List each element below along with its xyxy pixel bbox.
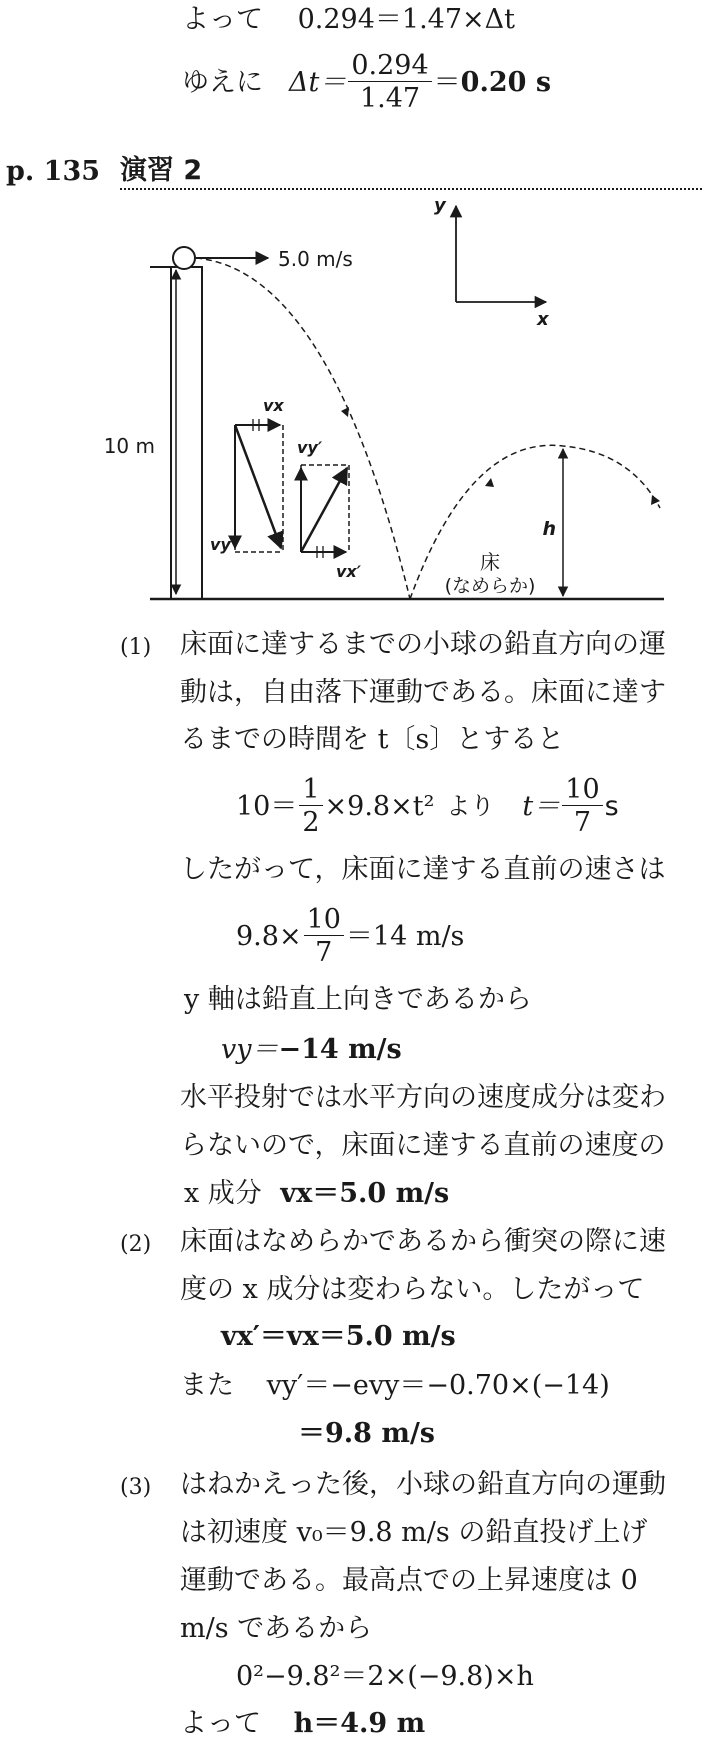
part-1-text: 水平投射では水平方向の速度成分は変わ xyxy=(180,1082,666,1113)
trajectory-arrowhead xyxy=(341,407,349,417)
part-1-number: (1) xyxy=(120,635,152,660)
yori-label: より xyxy=(446,792,495,820)
part-2-equation-3: ＝9.8 m/s xyxy=(298,1418,436,1449)
result: −14 m/s xyxy=(278,1034,402,1065)
part-1-line-x-component xyxy=(184,1180,449,1207)
part-3-text: 運動である。最高点での上昇速度は 0 xyxy=(180,1565,638,1596)
equation-lhs: Δt＝ xyxy=(289,66,347,98)
result: h＝4.9 m xyxy=(293,1708,426,1739)
fraction-ten-sevenths xyxy=(304,906,344,966)
fraction-numerator: 1 xyxy=(299,776,322,806)
part-3-text: はねかえった後，小球の鉛直方向の運動 xyxy=(180,1469,666,1500)
fraction-denominator: 2 xyxy=(302,807,320,838)
vx-label: vx xyxy=(263,396,284,415)
h-label: h xyxy=(542,518,556,540)
fraction-denominator: 7 xyxy=(573,807,592,838)
vy-prime-label: vy′ xyxy=(297,438,323,457)
projectile-figure xyxy=(0,190,720,620)
part-2-number: (2) xyxy=(120,1232,152,1257)
outgoing-velocity-diagram xyxy=(301,465,349,558)
vx-prime-label: vx′ xyxy=(336,562,361,581)
result: vx＝5.0 m/s xyxy=(280,1178,450,1209)
section-title: 演習 2 xyxy=(120,155,203,186)
yotte-label: よって xyxy=(180,1708,261,1739)
part-3-text: は初速度 v₀＝9.8 m/s の鉛直投げ上げ xyxy=(180,1517,648,1548)
yotte-label: よって xyxy=(182,4,263,35)
fraction-denominator: 1.47 xyxy=(359,83,421,114)
unit-s: s xyxy=(604,790,619,822)
part-3-number: (3) xyxy=(120,1475,152,1500)
top-line-2 xyxy=(182,52,551,112)
x-component-label: x 成分 xyxy=(184,1178,262,1209)
floor-label: 床 xyxy=(480,550,500,574)
incoming-velocity-diagram xyxy=(235,419,283,552)
yueni-label: ゆえに xyxy=(182,66,263,98)
part-3-equation-1: 0²−9.8²＝2×(−9.8)×h xyxy=(236,1661,534,1692)
x-axis-label: x xyxy=(537,309,549,330)
part-2-text: 度の x 成分は変わらない。したがって xyxy=(180,1274,645,1305)
fraction-numerator: 10 xyxy=(562,776,602,806)
equation: 0.294＝1.47×Δt xyxy=(297,4,515,35)
top-line-1 xyxy=(182,6,515,33)
part-3-line-yotte xyxy=(180,1710,425,1737)
vy-label: vy xyxy=(210,535,231,554)
eq-lhs: 9.8× xyxy=(236,920,302,952)
part-3-text: m/s であるから xyxy=(180,1613,373,1644)
ball xyxy=(173,247,195,269)
height-label: 10 m xyxy=(103,434,155,458)
fraction xyxy=(348,52,431,112)
part-2-text: 床面はなめらかであるから衝突の際に速 xyxy=(180,1226,666,1257)
equation: vy′＝−evy＝−0.70×(−14) xyxy=(266,1370,610,1401)
fraction-ten-sevenths xyxy=(562,776,602,836)
part-1-text: 動は，自由落下運動である。床面に達す xyxy=(180,677,666,708)
y-axis-label: y xyxy=(434,195,446,216)
part-1-text: 床面に達するまでの小球の鉛直方向の運 xyxy=(180,629,666,660)
floor-note: (なめらか) xyxy=(444,575,536,597)
part-1-equation-1 xyxy=(236,776,619,836)
page-number: p. 135 xyxy=(6,156,101,187)
eq-lhs: 10＝ xyxy=(236,790,298,822)
result: 0.20 s xyxy=(460,66,552,98)
trajectory-arrowhead xyxy=(651,495,660,505)
equals: ＝ xyxy=(433,66,461,98)
part-1-text: したがって，床面に達する直前の速さは xyxy=(180,854,666,885)
part-1-text: るまでの時間を t〔s〕とすると xyxy=(180,724,565,755)
mata-label: また xyxy=(180,1370,234,1401)
fraction-numerator: 0.294 xyxy=(348,52,431,82)
eq-mid: ×9.8×t² xyxy=(324,790,435,822)
part-1-equation-2 xyxy=(236,906,464,966)
trajectory-arrowhead xyxy=(485,478,494,487)
velocity-label: 5.0 m/s xyxy=(278,247,353,271)
fraction-denominator: 7 xyxy=(315,937,333,968)
part-1-text: らないので，床面に達する直前の速度の xyxy=(180,1130,666,1161)
fraction-half xyxy=(299,776,322,836)
part-1-equation-3 xyxy=(221,1036,402,1063)
eq-lhs: vy＝ xyxy=(221,1034,279,1065)
eq-t: t＝ xyxy=(522,790,561,822)
part-2-equation-1: vx′＝vx＝5.0 m/s xyxy=(221,1321,456,1352)
part-2-line-mata xyxy=(180,1372,610,1399)
fraction-numerator: 10 xyxy=(304,906,344,936)
eq-rhs: ＝14 m/s xyxy=(345,920,465,952)
part-1-text: y 軸は鉛直上向きであるから xyxy=(184,984,532,1015)
